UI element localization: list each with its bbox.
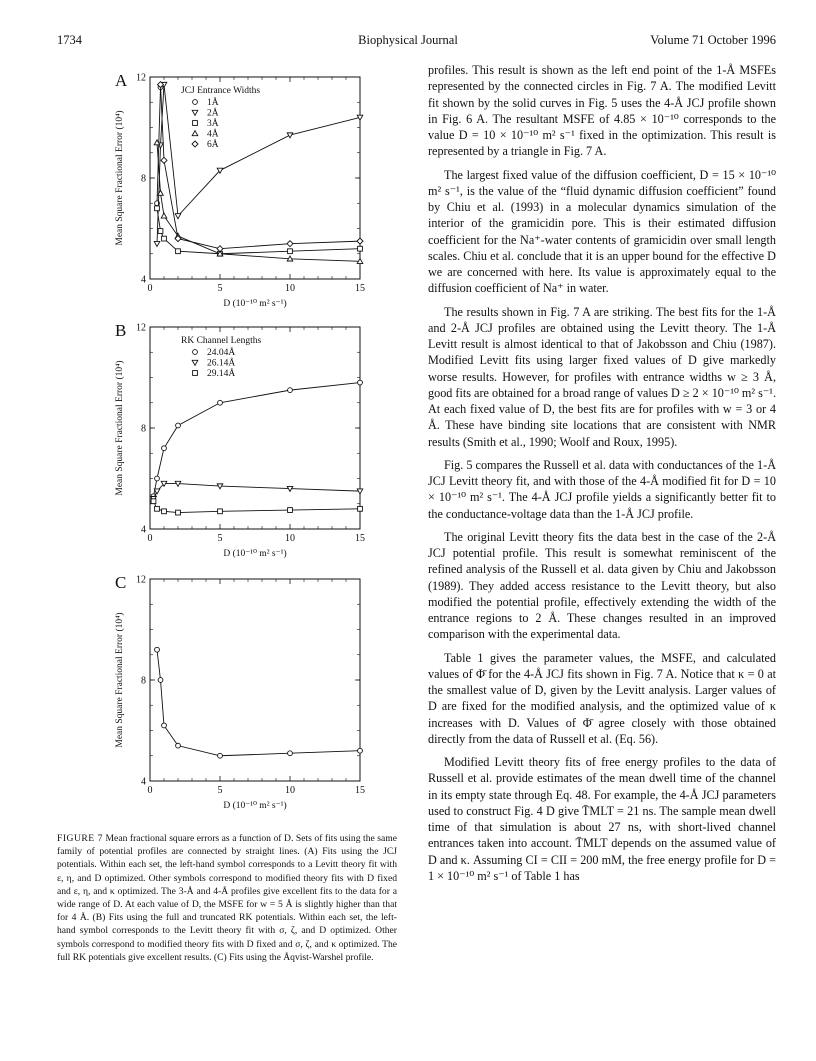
data-point (193, 121, 198, 126)
data-point (218, 753, 223, 758)
x-tick-label: 10 (285, 283, 295, 294)
y-axis-label: Mean Square Fractional Error (10⁴) (115, 612, 125, 748)
data-point (158, 229, 163, 234)
legend-title: JCJ Entrance Widths (181, 86, 261, 96)
data-point (357, 238, 363, 244)
y-tick-label: 4 (141, 776, 146, 788)
data-point (158, 678, 163, 683)
x-tick-label: 5 (217, 785, 223, 796)
legend-entry: 6Å (207, 140, 219, 150)
data-point (288, 508, 293, 513)
data-point (176, 743, 181, 748)
data-point (218, 509, 223, 514)
data-point (193, 100, 198, 105)
data-point (287, 133, 293, 138)
data-point (151, 499, 156, 504)
series (151, 380, 362, 498)
data-point (358, 246, 363, 251)
journal-title: Biophysical Journal (358, 33, 458, 47)
y-tick-label: 4 (141, 524, 146, 536)
series-line (157, 85, 360, 244)
series (155, 206, 363, 256)
x-axis-label: D (10⁻¹⁰ m² s⁻¹) (223, 549, 287, 559)
data-point (154, 241, 160, 246)
x-axis-label: D (10⁻¹⁰ m² s⁻¹) (223, 299, 287, 309)
legend-entry: 2Å (207, 108, 219, 119)
panel-label: B (115, 321, 127, 340)
paragraph: The original Levitt theory fits the data best in the case of the 2-Å JCJ potential profile. This result is somewhat reminiscent of the refined analysis of the Russell et al. data given by Chiu and Jakobsson (1989). They added access resistance to the Levitt theory, but also modified the potential profile, effectively extending the width of the entrance regions to 2 Å. These changes resulted in an improved comparison with the experimental data. (428, 529, 776, 642)
legend-entry: 29.14Å (207, 369, 236, 379)
x-axis-label: D (10⁻¹⁰ m² s⁻¹) (223, 801, 287, 811)
paragraph: The largest fixed value of the diffusion coefficient, D = 15 × 10⁻¹⁰ m² s⁻¹, is the value of the “fluid dynamic diffusion coefficient” found by Chiu et al. (1993) in a molecular dynamics simulation of the interior of the gramicidin pore. This is their estimated diffusion coefficient for the Na⁺-water contents of gramicidin over small length scales. Chiu et al. conclude that it is an upper bound for the effective D we are concerned with here. Its value is approximately equal to the diffusion coefficient of Na⁺ in water. (428, 167, 776, 296)
y-tick-label: 8 (141, 423, 146, 435)
plot-frame (150, 579, 360, 781)
x-tick-label: 5 (217, 283, 223, 294)
legend-title: RK Channel Lengths (181, 336, 262, 346)
x-tick-label: 0 (147, 283, 153, 294)
x-tick-label: 10 (285, 785, 295, 796)
page-number: 1734 (57, 33, 82, 47)
series-line (157, 143, 360, 262)
data-point (162, 723, 167, 728)
body-text (428, 62, 776, 891)
data-point (192, 131, 198, 136)
legend-entry: 4Å (207, 129, 219, 140)
panel-label: C (115, 573, 127, 592)
x-tick-label: 10 (285, 533, 295, 544)
data-point (193, 371, 198, 376)
legend-entry: 3Å (207, 119, 219, 129)
data-point (161, 213, 167, 218)
series (154, 82, 363, 246)
data-point (358, 506, 363, 511)
data-point (176, 423, 181, 428)
series (151, 499, 362, 515)
paragraph: The results shown in Fig. 7 A are striking. The best fits for the 1-Å and 2-Å JCJ profiles are obtained using the Levitt theory. The 1-Å Levitt result is almost identical to that of Jakobsson and Chiu (1987). Modified Levitt fits using larger fixed values of D give markedly worse results. However, for profiles with entrance widths w ≥ 3 Å, good fits are obtained for a broad range of values D ≥ 2 × 10⁻¹⁰ m² s⁻¹. At each fixed value of D, the best fits are for profiles with w = 3 or 4 Å. These have binding site locations that are consistent with NMR results (Smith et al., 1990; Woolf and Roux, 1995). (428, 304, 776, 449)
volume-info: Volume 71 October 1996 (650, 33, 776, 47)
y-tick-label: 8 (141, 173, 146, 185)
data-point (176, 249, 181, 254)
data-point (155, 506, 160, 511)
legend-entry: 24.04Å (207, 348, 236, 358)
x-tick-label: 5 (217, 533, 223, 544)
data-point (358, 380, 363, 385)
data-point (161, 157, 167, 163)
x-tick-label: 15 (355, 785, 365, 796)
plot-frame (150, 77, 360, 279)
paragraph: Modified Levitt theory fits of free energy profiles to the data of Russell et al. provide estimates of the mean dwell time of the channel in its empty state through Eq. 48. For example, the 4-Å JCJ parameters used to construct Fig. 4 D give T̄MLT = 21 ns. The sample mean dwell time of that simulation is about 27 ns, with short-lived channel entrances taken into account. T̄MLT depends on the assumed value of D and κ. Assuming CI = CII = 200 mM, the free energy profile for D = 1 × 10⁻¹⁰ m² s⁻¹ of Table 1 has (428, 755, 776, 883)
legend-entry: 1Å (207, 98, 219, 108)
series-line (157, 650, 360, 756)
data-point (288, 249, 293, 254)
legend-entry: 26.14Å (207, 358, 236, 369)
data-point (358, 748, 363, 753)
data-point (192, 360, 198, 365)
data-point (162, 446, 167, 451)
x-tick-label: 0 (147, 533, 153, 544)
panel-label: A (115, 71, 128, 90)
data-point (162, 509, 167, 514)
series-line (154, 484, 361, 499)
data-point (155, 476, 160, 481)
y-tick-label: 12 (136, 574, 146, 586)
series-line (154, 383, 361, 497)
data-point (192, 110, 198, 115)
caption-label: FIGURE 7 (57, 833, 103, 844)
figure-caption (57, 832, 397, 964)
series-line (157, 208, 360, 253)
y-axis-label: Mean Square Fractional Error (10⁴) (115, 110, 125, 246)
series (155, 647, 363, 758)
x-tick-label: 15 (355, 533, 365, 544)
data-point (218, 400, 223, 405)
data-point (175, 214, 181, 219)
y-tick-label: 12 (136, 322, 146, 334)
series-line (161, 85, 361, 249)
series (154, 140, 363, 264)
plot-frame (150, 327, 360, 529)
x-tick-label: 0 (147, 785, 153, 796)
data-point (193, 350, 198, 355)
series (158, 82, 364, 252)
caption-text: Mean fractional square errors as a function of D. Sets of fits using the same family of potential profiles are connected by straight lines. (A) Fits using the JCJ potentials. Within each set, the left-hand symbol corresponds to a Levitt theory fit with ε, η, and D optimized. Other symbols correspond to modified theory fits with D fixed and ε, η, and κ optimized. The 3-Å and 4-Å profiles give excellent fits to the data for a wide range of D. At each value of D, the MSFE for w = 5 Å is slightly higher than that for 4 Å. (B) Fits using the full and truncated RK potentials. Within each set, the left-hand symbol corresponds to the Levitt theory fit with σ, ζ, and D optimized. Other symbols correspond to modified theory fits with D fixed and σ, ζ, and κ optimized. The full RK potentials give excellent results. (C) Fits using the Åqvist-Warshel profile. (57, 833, 398, 963)
paragraph: profiles. This result is shown as the left end point of the 1-Å MSFEs represented by the connected circles in Fig. 7 A. The modified Levitt fit shown by the solid curves in Fig. 5 uses the 4-Å JCJ profile shown in Fig. 6 A. The resultant MSFE of 4.85 × 10⁻¹⁰ corresponds to the value D = 10 × 10⁻¹⁰ m² s⁻¹ fixed in the optimization. This result is represented by a triangle in Fig. 7 A. (428, 63, 776, 159)
data-point (217, 246, 223, 252)
data-point (288, 751, 293, 756)
paragraph: Fig. 5 compares the Russell et al. data with conductances of the 1-Å JCJ Levitt theory fit, and with those of the 4-Å modified fit for D = 10 × 10⁻¹⁰ m² s⁻¹. The 4-Å JCJ profile yields a significantly better fit to the conductance-voltage data than the 1-Å JCJ profile. (428, 457, 776, 521)
data-point (192, 141, 198, 147)
y-axis-label: Mean Square Fractional Error (10⁴) (115, 360, 125, 496)
paragraph: Table 1 gives the parameter values, the MSFE, and calculated values of Φ̄ for the 4-Å JCJ fits shown in Fig. 7 A. Notice that κ = 0 at the smallest value of D, given by the Levitt analysis. Larger values of D are fixed for the modified analysis, and the optimized value of κ increases with D. Values of Φ̄ agree closely with those obtained directly from the data of Russell et al. (Eq. 56). (428, 650, 776, 746)
x-tick-label: 15 (355, 283, 365, 294)
data-point (162, 236, 167, 241)
data-point (288, 388, 293, 393)
data-point (155, 206, 160, 211)
series-line (154, 501, 361, 512)
y-tick-label: 8 (141, 675, 146, 687)
y-tick-label: 12 (136, 72, 146, 84)
data-point (176, 510, 181, 515)
series (151, 481, 363, 501)
data-point (155, 647, 160, 652)
y-tick-label: 4 (141, 274, 146, 286)
data-point (154, 489, 160, 494)
data-point (287, 241, 293, 247)
